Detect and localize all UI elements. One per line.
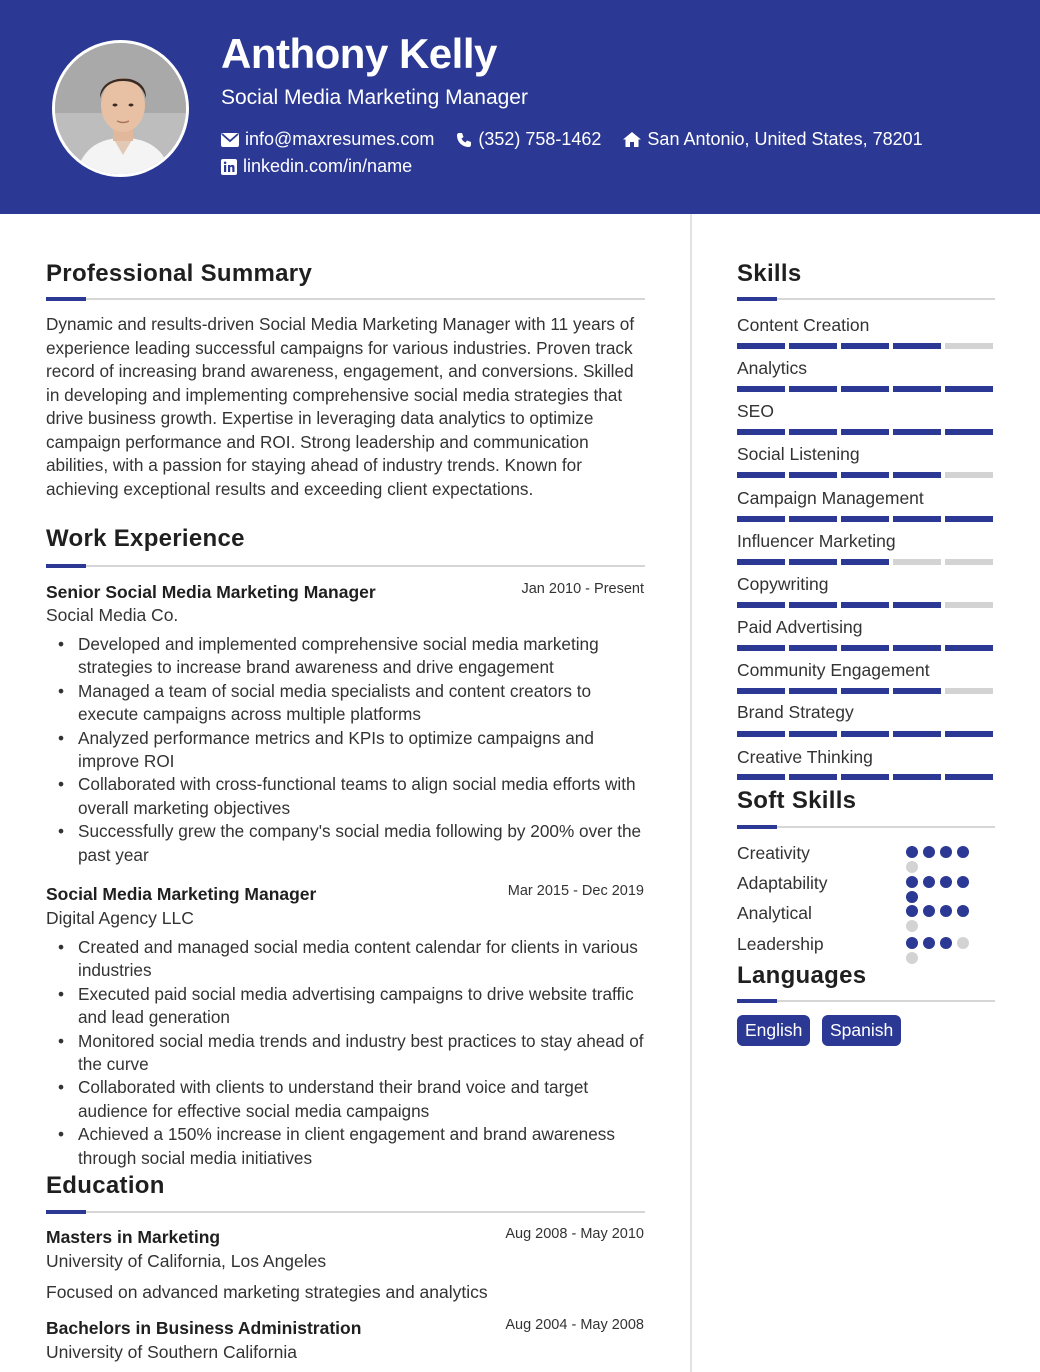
- rating-dot: [957, 846, 969, 858]
- skill-level-segment: [737, 386, 785, 392]
- skill-level-segment: [893, 343, 941, 349]
- rating-dot: [957, 876, 969, 888]
- skill-level-bar: [737, 774, 993, 780]
- linkedin-text: linkedin.com/in/name: [243, 156, 413, 176]
- skill-level-segment: [841, 602, 889, 608]
- education-heading: Education: [46, 1172, 165, 1199]
- skill-level-segment: [945, 386, 993, 392]
- skill-level-bar: [737, 516, 993, 522]
- skill-level-segment: [737, 472, 785, 478]
- experience-heading: Work Experience: [46, 525, 245, 552]
- skill-level-segment: [789, 559, 837, 565]
- soft-skill-name: Adaptability: [737, 873, 828, 893]
- skill-level-segment: [893, 516, 941, 522]
- skill-level-segment: [841, 559, 889, 565]
- skill-level-segment: [789, 386, 837, 392]
- rating-dot: [940, 846, 952, 858]
- skill-level-segment: [841, 688, 889, 694]
- job-title: Social Media Marketing Manager: [46, 884, 317, 904]
- skill-level-segment: [737, 343, 785, 349]
- list-item: • Executed paid social media advertising campaigns to drive website traffic and lead generation: [78, 983, 646, 1030]
- skill-level-segment: [737, 559, 785, 565]
- phone-icon: [456, 132, 472, 148]
- summary-text: Dynamic and results-driven Social Media Marketing Manager with 11 years of experience leading successful campaigns for various industries. Proven track record of increasing brand awareness, engagement, and conversions. Skilled in developing and implementing comprehensive social media strategies that drive business growth. Expertise in leveraging data analytics to optimize campaign performance and ROI. Strong leadership and communication abilities, with a passion for staying ahead of industry trends. Known for achieving exceptional results and exceeding client expectations.: [46, 314, 635, 499]
- languages-heading: Languages: [737, 962, 867, 989]
- skill-level-segment: [945, 688, 993, 694]
- skill-name: Analytics: [737, 358, 808, 378]
- school-name: University of Southern California: [46, 1342, 297, 1362]
- degree-description: Focused on advanced marketing strategies and analytics: [46, 1282, 488, 1302]
- skill-name: Campaign Management: [737, 488, 924, 508]
- skill-level-segment: [945, 731, 993, 737]
- skill-level-segment: [945, 559, 993, 565]
- skill-level-bar: [737, 731, 993, 737]
- skill-level-segment: [789, 343, 837, 349]
- skill-name: Content Creation: [737, 315, 870, 335]
- rating-dot: [906, 937, 918, 949]
- contact-email[interactable]: [221, 129, 434, 150]
- skill-name: Social Listening: [737, 444, 860, 464]
- summary-rule-accent: [46, 297, 86, 301]
- contact-location: [623, 129, 922, 150]
- education-rule: [46, 1211, 645, 1213]
- job-bullets: [78, 633, 646, 867]
- school-name: University of California, Los Angeles: [46, 1251, 327, 1271]
- skill-level-bar: [737, 472, 993, 478]
- skill-level-segment: [737, 645, 785, 651]
- soft-skill-rating: [906, 937, 982, 964]
- skill-level-bar: [737, 602, 993, 608]
- skill-level-segment: [789, 774, 837, 780]
- soft-skill-name: Leadership: [737, 934, 824, 954]
- education-rule-accent: [46, 1210, 86, 1214]
- skill-level-segment: [789, 602, 837, 608]
- skill-level-segment: [945, 343, 993, 349]
- location-text: San Antonio, United States, 78201: [647, 129, 923, 149]
- skill-level-segment: [789, 516, 837, 522]
- skill-level-segment: [789, 731, 837, 737]
- rating-dot: [906, 952, 918, 964]
- skill-level-segment: [789, 429, 837, 435]
- skill-level-segment: [945, 472, 993, 478]
- skill-level-segment: [945, 602, 993, 608]
- skill-level-segment: [945, 429, 993, 435]
- job-bullets: [78, 936, 646, 1170]
- rating-dot: [957, 937, 969, 949]
- email-text: info@maxresumes.com: [245, 129, 435, 149]
- skill-level-segment: [789, 688, 837, 694]
- list-item: • Achieved a 150% increase in client engagement and brand awareness through social media initiatives: [78, 1123, 646, 1170]
- avatar: [52, 40, 189, 177]
- soft-skill-name: Creativity: [737, 843, 810, 863]
- contact-linkedin[interactable]: [221, 156, 412, 177]
- soft-skill-rating: [906, 876, 982, 903]
- skills-heading: Skills: [737, 260, 802, 287]
- skill-level-bar: [737, 645, 993, 651]
- skill-name: SEO: [737, 401, 774, 421]
- rating-dot: [957, 905, 969, 917]
- list-item: • Developed and implemented comprehensive social media marketing strategies to increase brand awareness and drive engagement: [78, 633, 646, 680]
- soft-skills-heading: Soft Skills: [737, 787, 857, 814]
- skill-name: Copywriting: [737, 574, 829, 594]
- list-item: • Created and managed social media content calendar for clients in various industries: [78, 936, 646, 983]
- job-dates: Mar 2015 - Dec 2019: [507, 883, 644, 899]
- languages-rule-accent: [737, 999, 777, 1003]
- home-icon: [623, 132, 641, 147]
- rating-dot: [906, 905, 918, 917]
- list-item: • Collaborated with clients to understand their brand voice and target audience for effective social media campaigns: [78, 1076, 646, 1123]
- rating-dot: [940, 876, 952, 888]
- skill-level-segment: [841, 774, 889, 780]
- skill-level-segment: [737, 602, 785, 608]
- skill-level-segment: [841, 343, 889, 349]
- skill-level-segment: [893, 731, 941, 737]
- rating-dot: [906, 920, 918, 932]
- language-tag-spanish: Spanish: [822, 1015, 901, 1046]
- candidate-name: Anthony Kelly: [221, 30, 497, 77]
- rating-dot: [923, 876, 935, 888]
- degree-title: Bachelors in Business Administration: [46, 1318, 362, 1338]
- experience-rule: [46, 565, 645, 567]
- skill-level-segment: [893, 429, 941, 435]
- list-item: • Managed a team of social media specialists and content creators to execute campaigns across multiple platforms: [78, 680, 646, 727]
- rating-dot: [923, 846, 935, 858]
- skill-level-segment: [893, 559, 941, 565]
- summary-heading: Professional Summary: [46, 260, 313, 287]
- skill-level-segment: [945, 774, 993, 780]
- skill-level-segment: [789, 645, 837, 651]
- job-company: Digital Agency LLC: [46, 908, 194, 928]
- skill-level-segment: [893, 602, 941, 608]
- skill-level-segment: [841, 386, 889, 392]
- skill-level-segment: [841, 516, 889, 522]
- skill-level-bar: [737, 559, 993, 565]
- skill-level-segment: [893, 472, 941, 478]
- rating-dot: [940, 937, 952, 949]
- soft-skill-rating: [906, 846, 982, 873]
- language-tag-english: English: [737, 1015, 810, 1046]
- skill-level-segment: [841, 731, 889, 737]
- phone-text: (352) 758-1462: [478, 129, 602, 149]
- job-dates: Jan 2010 - Present: [521, 581, 644, 597]
- soft-skill-name: Analytical: [737, 903, 812, 923]
- skill-level-bar: [737, 688, 993, 694]
- skill-level-bar: [737, 386, 993, 392]
- rating-dot: [906, 876, 918, 888]
- skill-name: Brand Strategy: [737, 702, 854, 722]
- experience-rule-accent: [46, 564, 86, 568]
- soft-skill-rating: [906, 905, 982, 932]
- envelope-icon: [221, 133, 239, 147]
- skill-name: Paid Advertising: [737, 617, 863, 637]
- degree-title: Masters in Marketing: [46, 1227, 221, 1247]
- list-item: • Analyzed performance metrics and KPIs to optimize campaigns and improve ROI: [78, 727, 646, 774]
- skill-level-segment: [945, 645, 993, 651]
- contact-phone[interactable]: [456, 129, 601, 150]
- skill-level-segment: [841, 472, 889, 478]
- skill-level-segment: [737, 429, 785, 435]
- skill-level-bar: [737, 343, 993, 349]
- skill-level-segment: [945, 516, 993, 522]
- rating-dot: [906, 891, 918, 903]
- soft-skills-rule-accent: [737, 825, 777, 829]
- degree-dates: Aug 2004 - May 2008: [505, 1317, 644, 1333]
- skill-level-segment: [893, 645, 941, 651]
- linkedin-icon: [221, 159, 237, 175]
- skill-level-segment: [737, 774, 785, 780]
- list-item: • Successfully grew the company's social media following by 200% over the past year: [78, 820, 646, 867]
- skill-level-segment: [737, 688, 785, 694]
- list-item: • Monitored social media trends and industry best practices to stay ahead of the curve: [78, 1030, 646, 1077]
- avatar-photo-icon: [55, 43, 189, 177]
- column-divider: [690, 214, 692, 1372]
- skill-level-segment: [737, 516, 785, 522]
- list-item: • Collaborated with cross-functional teams to align social media efforts with overall marketing objectives: [78, 773, 646, 820]
- candidate-title: Social Media Marketing Manager: [221, 86, 528, 109]
- job-company: Social Media Co.: [46, 605, 179, 625]
- skill-level-bar: [737, 429, 993, 435]
- rating-dot: [906, 846, 918, 858]
- degree-dates: Aug 2008 - May 2010: [505, 1226, 644, 1242]
- rating-dot: [923, 937, 935, 949]
- skill-level-segment: [789, 472, 837, 478]
- skill-level-segment: [841, 429, 889, 435]
- skill-level-segment: [737, 731, 785, 737]
- rating-dot: [923, 905, 935, 917]
- skills-rule-accent: [737, 297, 777, 301]
- resume-header: [0, 0, 1040, 214]
- skill-level-segment: [841, 645, 889, 651]
- summary-rule: [46, 298, 645, 300]
- contact-row-primary: [221, 129, 945, 150]
- skill-level-segment: [893, 688, 941, 694]
- skill-name: Creative Thinking: [737, 747, 873, 767]
- skill-name: Community Engagement: [737, 660, 930, 680]
- rating-dot: [906, 861, 918, 873]
- skill-level-segment: [893, 774, 941, 780]
- skill-level-segment: [893, 386, 941, 392]
- contact-row-secondary: [221, 156, 434, 177]
- rating-dot: [940, 905, 952, 917]
- skill-name: Influencer Marketing: [737, 531, 896, 551]
- job-title: Senior Social Media Marketing Manager: [46, 582, 376, 602]
